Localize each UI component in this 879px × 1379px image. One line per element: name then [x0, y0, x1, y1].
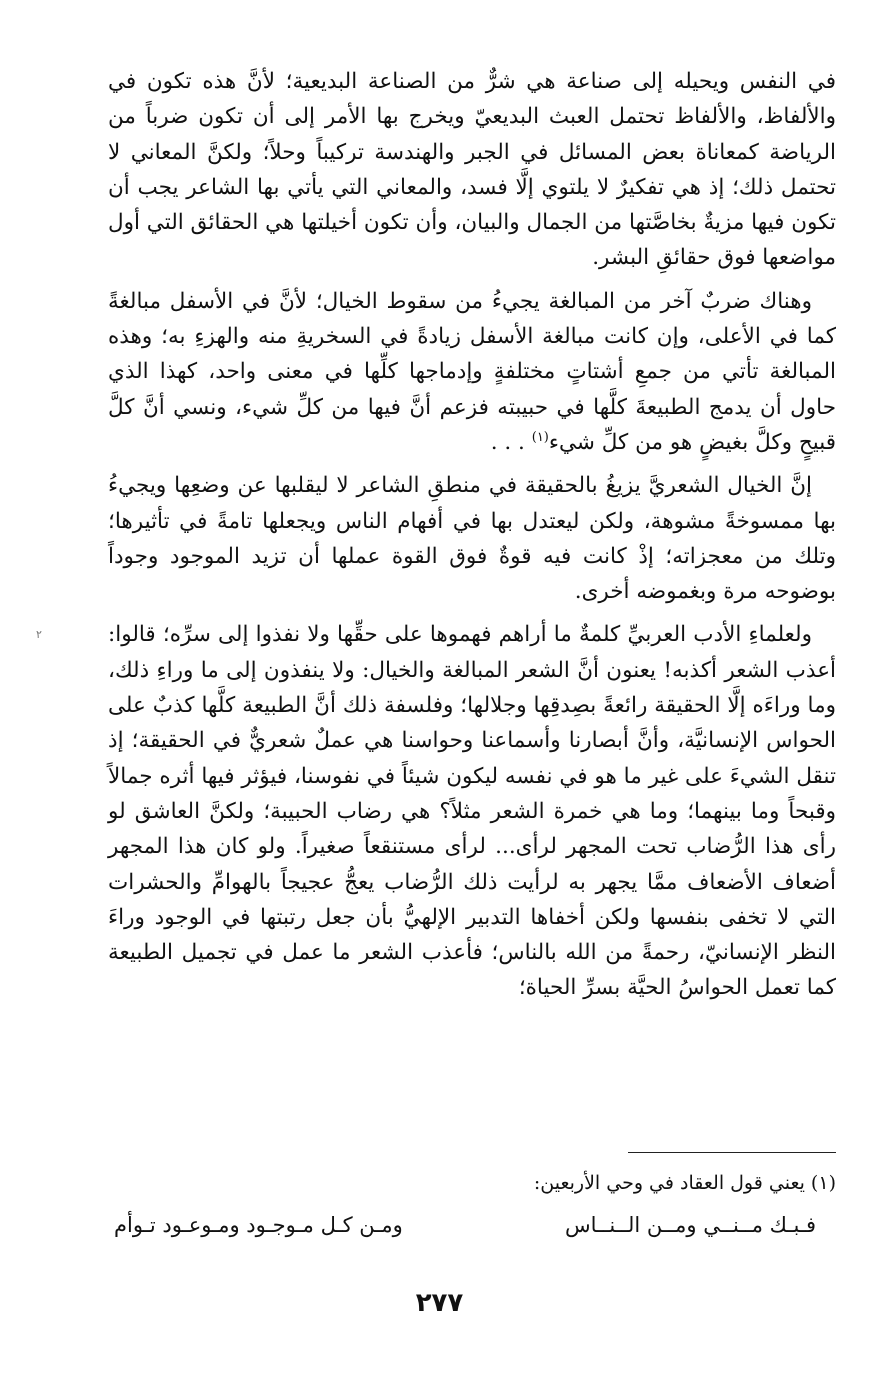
footnote-verse: [108, 1208, 836, 1242]
footnote-reference: (١): [531, 429, 549, 445]
paragraph-2-text: وهناك ضربٌ آخر من المبالغة يجيءُ من سقوط الخيال؛ لأنَّ في الأسفل مبالغةً كما في الأعلى، وإن كانت مبالغة الأسفل زيادةً في السخريةِ منه والهزءِ به؛ وهذه المبالغة تأتي من جمعِ أشتاتٍ مختلفةٍ وإدماجها كلِّها في معنى واحد، كهذا الذي حاول أن يدمج الطبيعةَ كلَّها في حبيبته فزعم أنَّ فيها من كلِّ شيء، ونسي أنَّ كلَّ قبيحٍ وكلَّ بغيضٍ هو من كلِّ شيء: [108, 288, 836, 455]
footnote-separator: [628, 1152, 836, 1153]
paragraph-2: [108, 284, 836, 460]
paragraph-3: إنَّ الخيال الشعريَّ يزيغُ بالحقيقة في منطقِ الشاعر لا ليقلبها عن وضعِها ويجيءُ بها ممسوخةً مشوهة، ولكن ليعتدل بها في أفهام الناس ويجعلها تامةً في تأثيرها؛ وتلك من معجزاته؛ إذْ كانت فيه قوةٌ فوق القوة عملها أن تزيد الموجود وجوداً بوضوحه مرة وبغموضه أخرى.: [108, 473, 836, 605]
body-text: [108, 64, 836, 1014]
paragraph-4: ولعلماءِ الأدب العربيِّ كلمةٌ ما أراهم فهموها على حقِّها ولا نفذوا إلى سرِّه؛ قالوا: أعذب الشعر أكذبه! يعنون أنَّ الشعر المبالغة والخيال: ولا ينفذون إلى ما وراءِ ذلك، وما وراءَه إلَّا الحقيقة رائعةً بصِدقِها وجلالها؛ وفلسفة ذلك أنَّ الطبيعة كلَّها كذبٌ على الحواس الإنسانيَّة، وأنَّ أبصارنا وأسماعنا وحواسنا هي عملٌ شعريٌّ في الحقيقة؛ إذ تنقل الشيءَ على غير ما هو في نفسه ليكون شيئاً في نفوسنا، فيؤثر فيها أثره جمالاً وقبحاً وما بينهما؛ وما هي خمرة الشعر مثلاً؟ هي رضاب الحبيبة؛ ولكنَّ العاشق لو رأى هذا الرُّضاب تحت المجهر لرأى... لرأى مستنقعاً صغيراً. ولو كان هذا المجهر أضعاف الأضعاف ممَّا يجهر به لرأيت ذلك الرُّضاب يعجُّ عجيجاً بالهوامِّ والحشرات التي لا تخفى بنفسها ولكن أخفاها التدبير الإلهيُّ بأن جعل رتبتها في الوجود وراءَ النظر الإنسانيّ، رحمةً من الله بالناس؛ فأعذب الشعر ما عمل في تجميل الطبيعة كما تعمل الحواسُ الحيَّة بسرِّ الحياة؛: [108, 622, 836, 1001]
paragraph-1: في النفس ويحيله إلى صناعة هي شرٌّ من الصناعة البديعية؛ لأنَّ هذه تكون في والألفاظ، والألفاظ تحتمل العبث البديعيّ ويخرج بها الأمر إلى أن تكون ضرباً من الرياضة كمعاناة بعض المسائل في الجبر والهندسة تركيباً وحلاً؛ ولكنَّ المعاني لا تحتمل ذلك؛ إذ هي تفكيرٌ لا يلتوي إلَّا فسد، والمعاني التي يأتي بها الشاعر يجب أن تكون فيها مزيةٌ بخاصَّتها من الجمال والبيان، وأن تكون أخيلتها هي الحقائق التي أول مواضعها فوق حقائقِ البشر.: [107, 69, 836, 271]
margin-mark: ٢: [36, 628, 42, 641]
footnote-text: (١) يعني قول العقاد في وحي الأربعين:: [533, 1172, 836, 1194]
verse-second-hemistich: ومـن كـل مـوجـود ومـوعـود تـوأم: [114, 1213, 403, 1237]
page-number: ٢٧٧: [415, 1288, 464, 1318]
verse-first-hemistich: فـبـك مــنــي ومــن الــنــاس: [565, 1213, 816, 1237]
paragraph-2-ellipsis: . . .: [490, 429, 532, 455]
